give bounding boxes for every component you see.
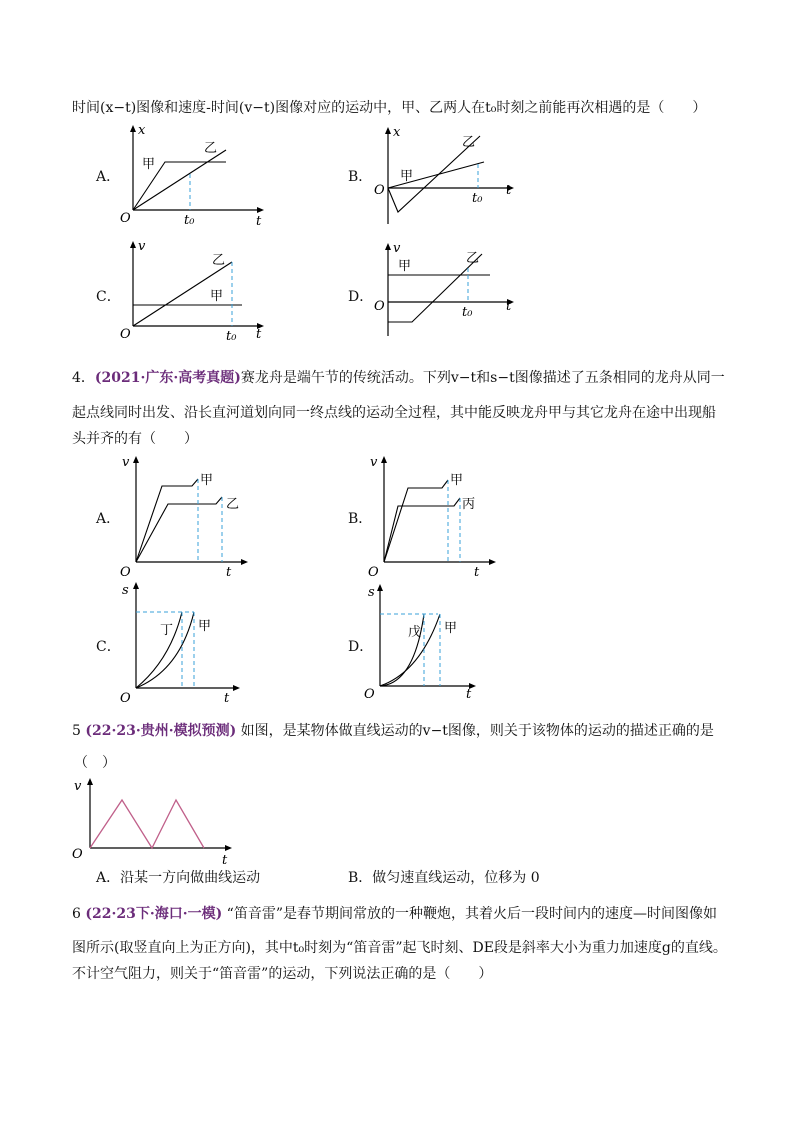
- q3-option-b-letter[interactable]: B．: [348, 169, 373, 185]
- t0-label: t₀: [226, 329, 237, 342]
- q4-number: 4．: [72, 370, 95, 386]
- q4-option-c-letter[interactable]: C．: [96, 639, 121, 655]
- q3-graph-a: [118, 122, 268, 226]
- label-jia: 甲: [142, 157, 156, 172]
- q3-option-c-letter[interactable]: C．: [96, 289, 121, 305]
- q5-source: (22·23·贵州·模拟预测): [85, 723, 237, 739]
- q6-stem-line1: [72, 904, 717, 924]
- q6-stem-line2: 图所示(取竖直向上为正方向)，其中t₀时刻为“笛音雷”起飞时刻、DE段是斜率大小为重力加速度g的直线。: [72, 940, 727, 956]
- q4-source: (2021·广东·高考真题): [94, 370, 241, 386]
- origin-label: O: [72, 847, 83, 862]
- q5-stem: 如图，是某物体做直线运动的v−t图像，则关于该物体的运动的描述正确的是: [240, 723, 714, 739]
- t0-label: t₀: [462, 305, 473, 320]
- q4-graph-d: [362, 580, 502, 706]
- label-jia: 甲: [450, 473, 464, 488]
- axis-label-t: t: [506, 299, 512, 314]
- q4-graph-a: [118, 452, 258, 578]
- axis-label-t: t: [226, 565, 232, 578]
- q3-stem: 时间(x−t)图像和速度-时间(v−t)图像对应的运动中，甲、乙两人在t₀时刻之前能再次相遇的是（ ）: [72, 100, 707, 116]
- t0-label: t₀: [184, 213, 195, 226]
- label-yi: 乙: [226, 497, 240, 512]
- label-jia: 甲: [198, 619, 212, 634]
- axis-label-s: s: [368, 585, 375, 600]
- axis-label-t: t: [506, 183, 512, 198]
- q5-paren: （ ）: [74, 755, 116, 771]
- axis-label-v: v: [122, 455, 130, 470]
- curve-bing: [384, 498, 460, 562]
- q4-graph-c: [118, 578, 258, 706]
- label-ding: 丁: [160, 623, 174, 638]
- axis-label-v: v: [393, 241, 401, 256]
- curve-jia: [136, 479, 198, 562]
- q6-stem-line3: 不计空气阻力，则关于“笛音雷”的运动，下列说法正确的是（ ）: [72, 966, 493, 982]
- q4-stem-line1: [72, 368, 725, 388]
- q4-graph-b: [366, 452, 506, 578]
- axis-label-x: x: [138, 123, 146, 138]
- q6-stem-text1: “笛音雷”是春节期间常放的一种鞭炮，其着火后一段时间内的速度—时间图像如: [226, 906, 717, 922]
- curve-yi: [136, 497, 222, 562]
- origin-label: O: [374, 183, 385, 198]
- label-jia: 甲: [200, 473, 214, 488]
- origin-label: O: [364, 687, 375, 702]
- q4-stem-line2: 起点线同时出发、沿长直河道划向同一终点线的运动全过程，其中能反映龙舟甲与其它龙舟在途中出现船: [72, 405, 716, 421]
- origin-label: O: [120, 691, 131, 706]
- axis-label-v: v: [370, 455, 378, 470]
- origin-label: O: [120, 211, 131, 226]
- curve-ding: [136, 612, 182, 688]
- origin-label: O: [120, 565, 131, 578]
- label-yi: 乙: [212, 253, 226, 268]
- axis-label-s: s: [122, 583, 129, 598]
- q5-number: 5: [72, 723, 81, 739]
- q5-graph: [70, 774, 240, 866]
- label-jia: 甲: [400, 169, 414, 184]
- q6-number: 6: [72, 906, 81, 922]
- axis-label-v: v: [138, 239, 146, 254]
- origin-label: O: [368, 565, 379, 578]
- axis-label-t: t: [256, 214, 262, 226]
- q4-option-a-letter[interactable]: A．: [96, 511, 121, 527]
- q4-stem-line3: 头并齐的有（ ）: [72, 431, 198, 447]
- t0-label: t₀: [472, 191, 483, 206]
- axis-label-t: t: [256, 327, 262, 342]
- q5-stem-line: [72, 721, 714, 741]
- q4-stem-text1: 赛龙舟是端午节的传统活动。下列v−t和s−t图像描述了五条相同的龙舟从同一: [240, 370, 725, 386]
- axis-label-t: t: [474, 565, 480, 578]
- q3-graph-c: [118, 238, 268, 342]
- q5-option-a[interactable]: A．沿某一方向做曲线运动: [96, 870, 261, 886]
- label-yi: 乙: [204, 141, 218, 156]
- origin-label: O: [120, 327, 131, 342]
- velocity-curve: [90, 800, 204, 848]
- label-jia: 甲: [444, 621, 458, 636]
- q3-option-a-letter[interactable]: A．: [96, 169, 121, 185]
- label-jia: 甲: [210, 289, 224, 304]
- label-yi: 乙: [462, 135, 476, 150]
- label-wu: 戊: [408, 625, 422, 640]
- origin-label: O: [374, 299, 385, 314]
- axis-label-t: t: [222, 853, 228, 866]
- label-yi: 乙: [466, 251, 480, 266]
- q5-option-b[interactable]: B．做匀速直线运动，位移为 0: [348, 870, 540, 886]
- q4-option-b-letter[interactable]: B．: [348, 511, 373, 527]
- label-bing: 丙: [462, 497, 476, 512]
- q3-option-d-letter[interactable]: D．: [348, 289, 374, 305]
- label-jia: 甲: [398, 259, 412, 274]
- q3-graph-d: [370, 240, 520, 340]
- q6-source: (22·23下·海口·一模): [85, 906, 223, 922]
- q3-graph-b: [370, 124, 520, 228]
- axis-label-x: x: [393, 125, 401, 140]
- curve-jia: [384, 480, 448, 562]
- axis-label-t: t: [466, 687, 472, 702]
- q4-option-d-letter[interactable]: D．: [348, 639, 374, 655]
- axis-label-t: t: [224, 691, 230, 706]
- axis-label-v: v: [74, 779, 82, 794]
